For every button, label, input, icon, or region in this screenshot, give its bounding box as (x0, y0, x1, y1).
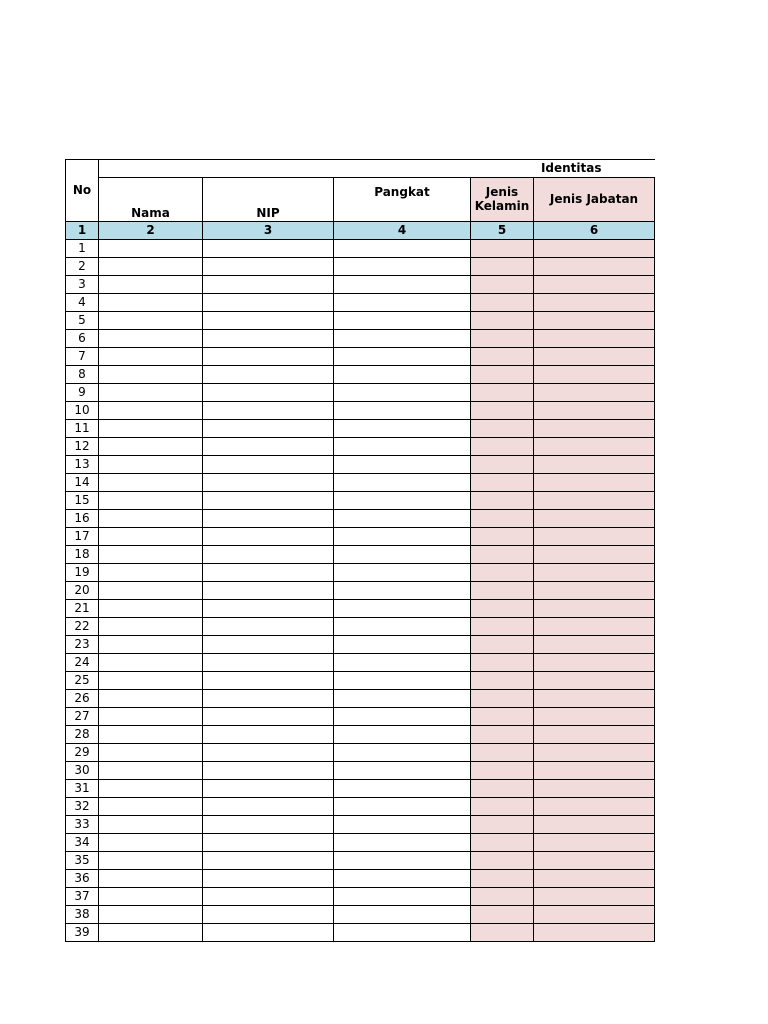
table-row (66, 564, 655, 582)
cell-nip[interactable] (203, 798, 334, 816)
cell-jenis-kelamin[interactable] (471, 672, 534, 690)
table-row (66, 528, 655, 546)
cell-nip[interactable] (203, 402, 334, 420)
row-number: 23 (66, 636, 99, 654)
cell-jenis-jabatan[interactable] (534, 888, 655, 906)
cell-jenis-kelamin[interactable] (471, 384, 534, 402)
cell-jenis-kelamin[interactable] (471, 294, 534, 312)
cell-jenis-kelamin[interactable] (471, 924, 534, 942)
cell-pangkat[interactable] (334, 276, 471, 294)
row-number: 19 (66, 564, 99, 582)
column-number: 1 (66, 222, 99, 240)
cell-pangkat[interactable] (334, 852, 471, 870)
cell-nip[interactable] (203, 726, 334, 744)
cell-jenis-jabatan[interactable] (534, 384, 655, 402)
cell-pangkat[interactable] (334, 258, 471, 276)
cell-jenis-kelamin[interactable] (471, 420, 534, 438)
cell-nip[interactable] (203, 564, 334, 582)
cell-jenis-jabatan[interactable] (534, 744, 655, 762)
row-number: 39 (66, 924, 99, 942)
cell-jenis-jabatan[interactable] (534, 906, 655, 924)
cell-nip[interactable] (203, 366, 334, 384)
table-row (66, 474, 655, 492)
cell-jenis-kelamin[interactable] (471, 510, 534, 528)
table-row (66, 582, 655, 600)
row-number: 10 (66, 402, 99, 420)
cell-jenis-jabatan[interactable] (534, 438, 655, 456)
column-number: 6 (534, 222, 655, 240)
cell-nama[interactable] (99, 708, 203, 726)
table-row (66, 726, 655, 744)
cell-nama[interactable] (99, 258, 203, 276)
cell-jenis-kelamin[interactable] (471, 690, 534, 708)
cell-pangkat[interactable] (334, 888, 471, 906)
cell-pangkat[interactable] (334, 708, 471, 726)
cell-jenis-jabatan[interactable] (534, 672, 655, 690)
table-row (66, 348, 655, 366)
row-number: 6 (66, 330, 99, 348)
cell-jenis-jabatan[interactable] (534, 654, 655, 672)
column-number-row (66, 222, 655, 240)
cell-jenis-kelamin[interactable] (471, 546, 534, 564)
cell-nama[interactable] (99, 924, 203, 942)
cell-jenis-kelamin[interactable] (471, 312, 534, 330)
row-number: 38 (66, 906, 99, 924)
cell-nama[interactable] (99, 762, 203, 780)
cell-nama[interactable] (99, 852, 203, 870)
cell-nip[interactable] (203, 294, 334, 312)
row-number: 37 (66, 888, 99, 906)
cell-nip[interactable] (203, 420, 334, 438)
cell-jenis-kelamin[interactable] (471, 888, 534, 906)
table-row (66, 888, 655, 906)
cell-nip[interactable] (203, 456, 334, 474)
cell-jenis-kelamin[interactable] (471, 618, 534, 636)
row-number: 12 (66, 438, 99, 456)
cell-nama[interactable] (99, 816, 203, 834)
header-nama: Nama (99, 178, 203, 222)
table-row (66, 546, 655, 564)
table-row (66, 762, 655, 780)
table-row (66, 834, 655, 852)
cell-jenis-kelamin[interactable] (471, 240, 534, 258)
table-row (66, 654, 655, 672)
row-number: 13 (66, 456, 99, 474)
cell-nama[interactable] (99, 780, 203, 798)
row-number: 5 (66, 312, 99, 330)
table-row (66, 690, 655, 708)
cell-nip[interactable] (203, 672, 334, 690)
cell-jenis-kelamin[interactable] (471, 564, 534, 582)
cell-nip[interactable] (203, 276, 334, 294)
row-number: 31 (66, 780, 99, 798)
cell-nama[interactable] (99, 366, 203, 384)
cell-jenis-jabatan[interactable] (534, 690, 655, 708)
cell-nama[interactable] (99, 456, 203, 474)
cell-nip[interactable] (203, 708, 334, 726)
cell-nama[interactable] (99, 798, 203, 816)
cell-nip[interactable] (203, 240, 334, 258)
cell-jenis-jabatan[interactable] (534, 582, 655, 600)
cell-jenis-jabatan[interactable] (534, 366, 655, 384)
cell-pangkat[interactable] (334, 582, 471, 600)
cell-nama[interactable] (99, 546, 203, 564)
cell-jenis-jabatan[interactable] (534, 510, 655, 528)
column-number: 2 (99, 222, 203, 240)
cell-pangkat[interactable] (334, 402, 471, 420)
cell-jenis-kelamin[interactable] (471, 834, 534, 852)
table-body (66, 222, 655, 942)
cell-nip[interactable] (203, 654, 334, 672)
spreadsheet-table (65, 159, 655, 942)
row-number: 24 (66, 654, 99, 672)
cell-pangkat[interactable] (334, 438, 471, 456)
table-row (66, 456, 655, 474)
cell-nama[interactable] (99, 240, 203, 258)
table-row (66, 510, 655, 528)
cell-nama[interactable] (99, 474, 203, 492)
cell-pangkat[interactable] (334, 312, 471, 330)
cell-pangkat[interactable] (334, 240, 471, 258)
table-row (66, 492, 655, 510)
row-number: 4 (66, 294, 99, 312)
cell-pangkat[interactable] (334, 348, 471, 366)
table-row (66, 816, 655, 834)
cell-jenis-jabatan[interactable] (534, 816, 655, 834)
cell-pangkat[interactable] (334, 906, 471, 924)
table-row (66, 294, 655, 312)
cell-nama[interactable] (99, 834, 203, 852)
cell-jenis-jabatan[interactable] (534, 780, 655, 798)
cell-jenis-kelamin[interactable] (471, 438, 534, 456)
cell-pangkat[interactable] (334, 510, 471, 528)
row-number: 9 (66, 384, 99, 402)
cell-nip[interactable] (203, 888, 334, 906)
cell-nama[interactable] (99, 492, 203, 510)
table-row (66, 906, 655, 924)
row-number: 17 (66, 528, 99, 546)
cell-pangkat[interactable] (334, 528, 471, 546)
cell-jenis-jabatan[interactable] (534, 762, 655, 780)
cell-jenis-jabatan[interactable] (534, 312, 655, 330)
column-number: 3 (203, 222, 334, 240)
cell-jenis-kelamin[interactable] (471, 654, 534, 672)
table-row (66, 780, 655, 798)
table-row (66, 258, 655, 276)
cell-pangkat[interactable] (334, 330, 471, 348)
cell-nama[interactable] (99, 618, 203, 636)
cell-nip[interactable] (203, 582, 334, 600)
cell-nama[interactable] (99, 636, 203, 654)
row-number: 27 (66, 708, 99, 726)
cell-pangkat[interactable] (334, 690, 471, 708)
cell-jenis-kelamin[interactable] (471, 744, 534, 762)
header-row-group (66, 160, 655, 178)
row-number: 25 (66, 672, 99, 690)
row-number: 14 (66, 474, 99, 492)
row-number: 34 (66, 834, 99, 852)
cell-jenis-kelamin[interactable] (471, 258, 534, 276)
table-row (66, 402, 655, 420)
cell-jenis-kelamin[interactable] (471, 600, 534, 618)
table-row (66, 240, 655, 258)
cell-nama[interactable] (99, 276, 203, 294)
cell-jenis-kelamin[interactable] (471, 492, 534, 510)
cell-jenis-kelamin[interactable] (471, 870, 534, 888)
cell-nip[interactable] (203, 816, 334, 834)
cell-nama[interactable] (99, 726, 203, 744)
row-number: 30 (66, 762, 99, 780)
cell-jenis-jabatan[interactable] (534, 798, 655, 816)
cell-pangkat[interactable] (334, 636, 471, 654)
cell-jenis-kelamin[interactable] (471, 852, 534, 870)
table-row (66, 276, 655, 294)
cell-nip[interactable] (203, 474, 334, 492)
cell-pangkat[interactable] (334, 762, 471, 780)
cell-jenis-jabatan[interactable] (534, 708, 655, 726)
header-nip: NIP (203, 178, 334, 222)
cell-pangkat[interactable] (334, 474, 471, 492)
table-row (66, 744, 655, 762)
cell-pangkat[interactable] (334, 672, 471, 690)
row-number: 21 (66, 600, 99, 618)
cell-jenis-kelamin[interactable] (471, 780, 534, 798)
row-number: 33 (66, 816, 99, 834)
cell-nip[interactable] (203, 870, 334, 888)
table-row (66, 708, 655, 726)
row-number: 2 (66, 258, 99, 276)
cell-pangkat[interactable] (334, 366, 471, 384)
column-number: 5 (471, 222, 534, 240)
cell-jenis-kelamin[interactable] (471, 366, 534, 384)
row-number: 15 (66, 492, 99, 510)
cell-nip[interactable] (203, 618, 334, 636)
header-row-columns (66, 178, 655, 222)
cell-nip[interactable] (203, 510, 334, 528)
cell-pangkat[interactable] (334, 726, 471, 744)
cell-jenis-jabatan[interactable] (534, 618, 655, 636)
table-row (66, 924, 655, 942)
cell-pangkat[interactable] (334, 834, 471, 852)
cell-jenis-kelamin[interactable] (471, 474, 534, 492)
cell-jenis-kelamin[interactable] (471, 708, 534, 726)
cell-jenis-kelamin[interactable] (471, 636, 534, 654)
cell-jenis-jabatan[interactable] (534, 852, 655, 870)
cell-pangkat[interactable] (334, 618, 471, 636)
cell-nip[interactable] (203, 348, 334, 366)
table-row (66, 330, 655, 348)
cell-pangkat[interactable] (334, 780, 471, 798)
cell-nama[interactable] (99, 330, 203, 348)
cell-pangkat[interactable] (334, 816, 471, 834)
cell-nama[interactable] (99, 600, 203, 618)
cell-jenis-jabatan[interactable] (534, 834, 655, 852)
cell-jenis-jabatan[interactable] (534, 492, 655, 510)
cell-nama[interactable] (99, 690, 203, 708)
cell-nip[interactable] (203, 258, 334, 276)
row-number: 7 (66, 348, 99, 366)
table-row (66, 366, 655, 384)
cell-nama[interactable] (99, 582, 203, 600)
cell-pangkat[interactable] (334, 870, 471, 888)
table-row (66, 600, 655, 618)
cell-jenis-kelamin[interactable] (471, 456, 534, 474)
cell-pangkat[interactable] (334, 564, 471, 582)
cell-nama[interactable] (99, 510, 203, 528)
row-number: 36 (66, 870, 99, 888)
cell-nip[interactable] (203, 636, 334, 654)
row-number: 32 (66, 798, 99, 816)
table-row (66, 852, 655, 870)
cell-nama[interactable] (99, 348, 203, 366)
cell-jenis-kelamin[interactable] (471, 816, 534, 834)
cell-jenis-kelamin[interactable] (471, 798, 534, 816)
cell-jenis-jabatan[interactable] (534, 636, 655, 654)
cell-nama[interactable] (99, 564, 203, 582)
cell-nip[interactable] (203, 528, 334, 546)
table-row (66, 618, 655, 636)
cell-jenis-kelamin[interactable] (471, 402, 534, 420)
cell-nip[interactable] (203, 744, 334, 762)
table-row (66, 870, 655, 888)
cell-nama[interactable] (99, 654, 203, 672)
column-number: 4 (334, 222, 471, 240)
cell-jenis-jabatan[interactable] (534, 924, 655, 942)
row-number: 3 (66, 276, 99, 294)
table-row (66, 438, 655, 456)
row-number: 18 (66, 546, 99, 564)
cell-jenis-kelamin[interactable] (471, 762, 534, 780)
cell-nama[interactable] (99, 672, 203, 690)
cell-pangkat[interactable] (334, 456, 471, 474)
cell-pangkat[interactable] (334, 798, 471, 816)
header-pangkat: Pangkat (334, 178, 471, 222)
cell-pangkat[interactable] (334, 744, 471, 762)
table-row (66, 384, 655, 402)
cell-nama[interactable] (99, 312, 203, 330)
cell-jenis-jabatan[interactable] (534, 474, 655, 492)
row-number: 26 (66, 690, 99, 708)
cell-nip[interactable] (203, 312, 334, 330)
row-number: 35 (66, 852, 99, 870)
table-row (66, 420, 655, 438)
cell-jenis-kelamin[interactable] (471, 726, 534, 744)
cell-nip[interactable] (203, 600, 334, 618)
cell-jenis-jabatan[interactable] (534, 546, 655, 564)
row-number: 29 (66, 744, 99, 762)
cell-nama[interactable] (99, 438, 203, 456)
cell-jenis-jabatan[interactable] (534, 456, 655, 474)
table-row (66, 312, 655, 330)
cell-nama[interactable] (99, 888, 203, 906)
cell-jenis-jabatan[interactable] (534, 258, 655, 276)
row-number: 16 (66, 510, 99, 528)
cell-pangkat[interactable] (334, 384, 471, 402)
cell-jenis-jabatan[interactable] (534, 294, 655, 312)
cell-jenis-jabatan[interactable] (534, 276, 655, 294)
cell-jenis-kelamin[interactable] (471, 582, 534, 600)
cell-nip[interactable] (203, 330, 334, 348)
table-row (66, 798, 655, 816)
row-number: 20 (66, 582, 99, 600)
header-jenis-jabatan: Jenis Jabatan (534, 178, 655, 222)
cell-jenis-jabatan[interactable] (534, 330, 655, 348)
cell-jenis-jabatan[interactable] (534, 600, 655, 618)
cell-jenis-kelamin[interactable] (471, 906, 534, 924)
cell-nip[interactable] (203, 384, 334, 402)
cell-nip[interactable] (203, 438, 334, 456)
cell-pangkat[interactable] (334, 492, 471, 510)
cell-nip[interactable] (203, 690, 334, 708)
row-number: 1 (66, 240, 99, 258)
cell-nip[interactable] (203, 924, 334, 942)
cell-pangkat[interactable] (334, 294, 471, 312)
cell-nip[interactable] (203, 834, 334, 852)
cell-nama[interactable] (99, 906, 203, 924)
cell-nama[interactable] (99, 528, 203, 546)
cell-nip[interactable] (203, 492, 334, 510)
row-number: 22 (66, 618, 99, 636)
cell-jenis-kelamin[interactable] (471, 276, 534, 294)
cell-nip[interactable] (203, 906, 334, 924)
table-row (66, 672, 655, 690)
cell-jenis-jabatan[interactable] (534, 402, 655, 420)
cell-jenis-kelamin[interactable] (471, 348, 534, 366)
cell-jenis-jabatan[interactable] (534, 240, 655, 258)
cell-nip[interactable] (203, 762, 334, 780)
row-number: 28 (66, 726, 99, 744)
cell-nama[interactable] (99, 420, 203, 438)
row-number: 8 (66, 366, 99, 384)
cell-jenis-jabatan[interactable] (534, 726, 655, 744)
header-jenis-kelamin: Jenis Kelamin (471, 178, 534, 222)
row-number: 11 (66, 420, 99, 438)
cell-jenis-jabatan[interactable] (534, 564, 655, 582)
cell-pangkat[interactable] (334, 654, 471, 672)
cell-jenis-jabatan[interactable] (534, 420, 655, 438)
cell-pangkat[interactable] (334, 420, 471, 438)
cell-nama[interactable] (99, 294, 203, 312)
cell-pangkat[interactable] (334, 924, 471, 942)
header-no: No (66, 160, 99, 222)
cell-jenis-kelamin[interactable] (471, 330, 534, 348)
cell-nama[interactable] (99, 870, 203, 888)
cell-nama[interactable] (99, 402, 203, 420)
cell-nama[interactable] (99, 744, 203, 762)
cell-nip[interactable] (203, 852, 334, 870)
cell-nip[interactable] (203, 780, 334, 798)
cell-nama[interactable] (99, 384, 203, 402)
cell-pangkat[interactable] (334, 600, 471, 618)
table-row (66, 636, 655, 654)
cell-jenis-jabatan[interactable] (534, 348, 655, 366)
cell-jenis-jabatan[interactable] (534, 870, 655, 888)
cell-jenis-jabatan[interactable] (534, 528, 655, 546)
cell-pangkat[interactable] (334, 546, 471, 564)
cell-nip[interactable] (203, 546, 334, 564)
cell-jenis-kelamin[interactable] (471, 528, 534, 546)
header-identitas: Identitas (99, 160, 655, 178)
